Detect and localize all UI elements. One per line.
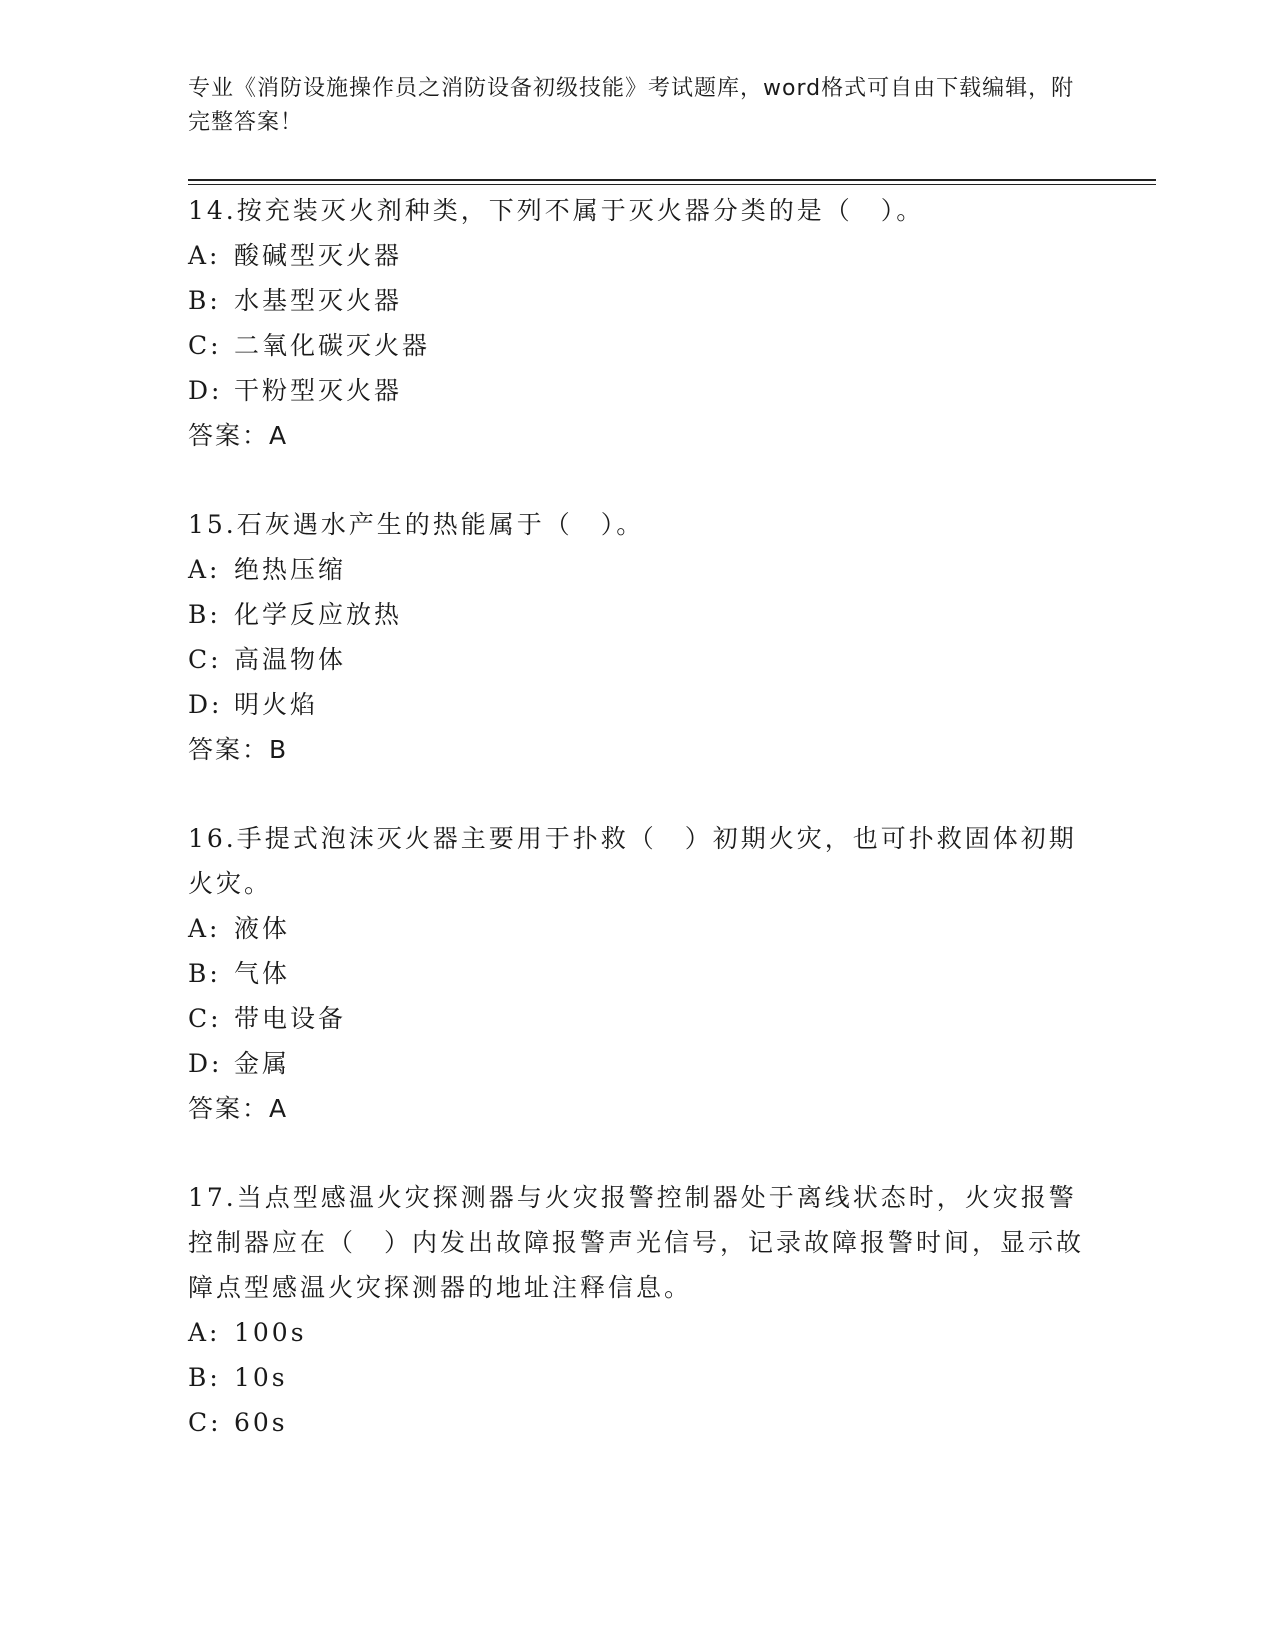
option-letter: B:	[188, 959, 221, 988]
option-a	[188, 906, 1088, 951]
answer-line: 答案：B	[188, 735, 289, 764]
option-letter: C:	[188, 645, 222, 674]
question-16	[188, 816, 1088, 1131]
option-c	[188, 637, 1088, 682]
option-b	[188, 592, 1088, 637]
option-c	[188, 323, 1088, 368]
option-text: 二氧化碳灭火器	[234, 331, 431, 360]
question-15	[188, 502, 1088, 772]
option-letter: B:	[188, 1363, 221, 1392]
question-stem: 17.当点型感温火灾探测器与火灾报警控制器处于离线状态时，火灾报警控制器应在（ ）内发出故障报警声光信号，记录故障报警时间，显示故障点型感温火灾探测器的地址注释信息。	[188, 1183, 1085, 1302]
option-letter: D:	[188, 1049, 223, 1078]
option-letter: B:	[188, 286, 221, 315]
option-a	[188, 547, 1088, 592]
question-stem: 14.按充装灭火剂种类，下列不属于灭火器分类的是（ ）。	[188, 196, 925, 225]
option-text: 化学反应放热	[234, 600, 403, 629]
option-text: 明火焰	[234, 690, 319, 719]
document-header: 专业《消防设施操作员之消防设备初级技能》考试题库，word格式可自由下载编辑，附完整答案！	[188, 76, 1075, 135]
question-17	[188, 1175, 1088, 1445]
option-b	[188, 278, 1088, 323]
option-text: 水基型灭火器	[234, 286, 403, 315]
option-text: 100s	[234, 1318, 307, 1347]
option-letter: A:	[188, 241, 221, 270]
header-divider	[188, 179, 1156, 185]
option-d	[188, 682, 1088, 727]
option-letter: C:	[188, 1408, 222, 1437]
option-letter: A:	[188, 1318, 221, 1347]
option-text: 气体	[234, 959, 291, 988]
option-a	[188, 233, 1088, 278]
option-letter: D:	[188, 690, 223, 719]
question-stem: 15.石灰遇水产生的热能属于（ ）。	[188, 510, 645, 539]
option-d	[188, 1041, 1088, 1086]
option-b	[188, 951, 1088, 996]
option-text: 绝热压缩	[234, 555, 347, 584]
option-text: 液体	[234, 914, 291, 943]
question-list	[188, 188, 1088, 1489]
option-c	[188, 996, 1088, 1041]
option-c	[188, 1400, 1088, 1445]
option-letter: D:	[188, 376, 223, 405]
option-letter: B:	[188, 600, 221, 629]
option-letter: C:	[188, 331, 222, 360]
option-text: 干粉型灭火器	[234, 376, 403, 405]
option-b	[188, 1355, 1088, 1400]
question-stem: 16.手提式泡沫灭火器主要用于扑救（ ）初期火灾，也可扑救固体初期火灾。	[188, 824, 1077, 898]
option-text: 10s	[234, 1363, 288, 1392]
option-letter: A:	[188, 914, 221, 943]
option-text: 高温物体	[234, 645, 347, 674]
option-text: 带电设备	[234, 1004, 347, 1033]
option-d	[188, 368, 1088, 413]
option-text: 酸碱型灭火器	[234, 241, 403, 270]
answer-line: 答案：A	[188, 421, 289, 450]
option-letter: A:	[188, 555, 221, 584]
option-text: 60s	[234, 1408, 288, 1437]
option-a	[188, 1310, 1088, 1355]
question-14	[188, 188, 1088, 458]
answer-line: 答案：A	[188, 1094, 289, 1123]
option-text: 金属	[234, 1049, 291, 1078]
option-letter: C:	[188, 1004, 222, 1033]
